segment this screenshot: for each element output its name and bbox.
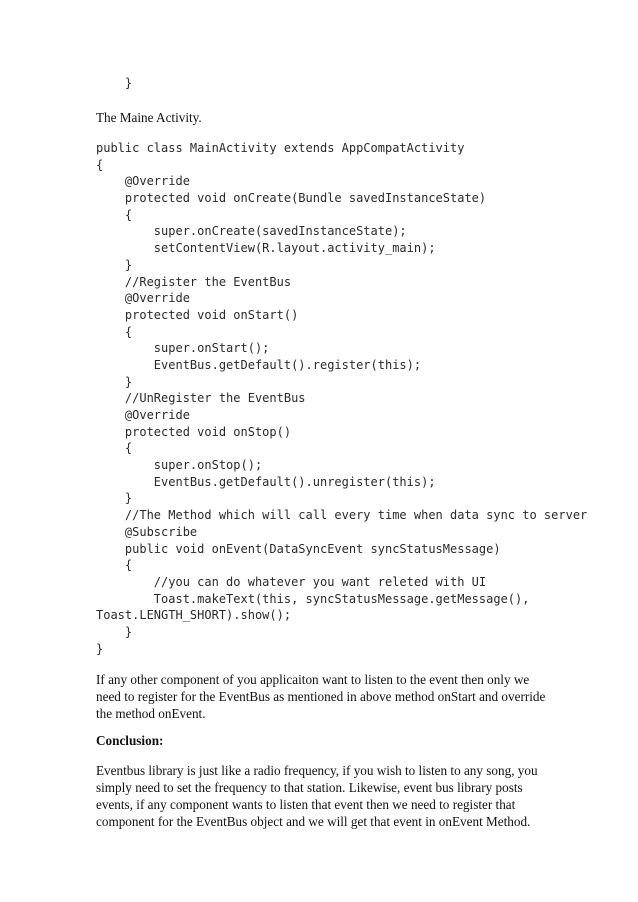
code-line: public void onEvent(DataSyncEvent syncStatusMessage): [96, 541, 501, 556]
code-line: //Register the EventBus: [96, 274, 292, 289]
code-line: public class MainActivity extends AppCompatActivity: [96, 141, 465, 155]
code-line: {: [96, 207, 133, 222]
code-line: EventBus.getDefault().unregister(this);: [96, 474, 436, 489]
code-line: protected void onStop(): [96, 424, 292, 439]
code-line: @Override: [96, 174, 190, 189]
code-line: Toast.makeText(this, syncStatusMessage.getMessage(),: [96, 591, 530, 606]
code-line: }: [96, 374, 133, 389]
code-line: @Subscribe: [96, 524, 198, 539]
code-line: super.onStop();: [96, 458, 263, 473]
code-line: //you can do whatever you want releted with UI: [96, 574, 487, 589]
code-line: //The Method which will call every time when data sync to server: [96, 508, 588, 523]
code-line: }: [96, 491, 133, 506]
code-line: super.onCreate(savedInstanceState);: [96, 224, 407, 239]
code-line: EventBus.getDefault().register(this);: [96, 357, 422, 372]
code-line: protected void onStart(): [96, 307, 299, 322]
code-line: setContentView(R.layout.activity_main);: [96, 241, 436, 256]
section-title-main-activity: The Maine Activity.: [96, 110, 202, 125]
conclusion-heading: Conclusion:: [96, 733, 164, 748]
code-line: Toast.LENGTH_SHORT).show();: [96, 608, 292, 623]
code-line: }: [96, 257, 133, 272]
code-line: @Override: [96, 291, 190, 306]
paragraph-conclusion: Eventbus library is just like a radio frequency, if you wish to listen to any song, you simply need to set the frequency to that station. Likewise, event bus library posts events, if any component wants to listen that event then we need to register that component for the EventBus object and we will get that event in onEvent Method.: [96, 763, 538, 829]
code-line: }: [96, 641, 104, 656]
code-line: }: [96, 624, 133, 639]
code-line: @Override: [96, 408, 190, 422]
code-line: super.onStart();: [96, 341, 270, 356]
code-line: {: [96, 441, 133, 456]
code-line: //UnRegister the EventBus: [96, 391, 306, 406]
paragraph-register-eventbus: If any other component of you applicaiton want to listen to the event then only we need to register for the EventBus as mentioned in above method onStart and override the method onEvent.: [96, 672, 546, 721]
code-line: {: [96, 558, 133, 573]
code-line: {: [96, 157, 104, 172]
code-line: {: [96, 324, 133, 339]
code-fragment-closing-brace: }: [96, 76, 133, 90]
code-block-main-activity: [96, 140, 587, 657]
code-line: protected void onCreate(Bundle savedInstanceState): [96, 191, 487, 206]
